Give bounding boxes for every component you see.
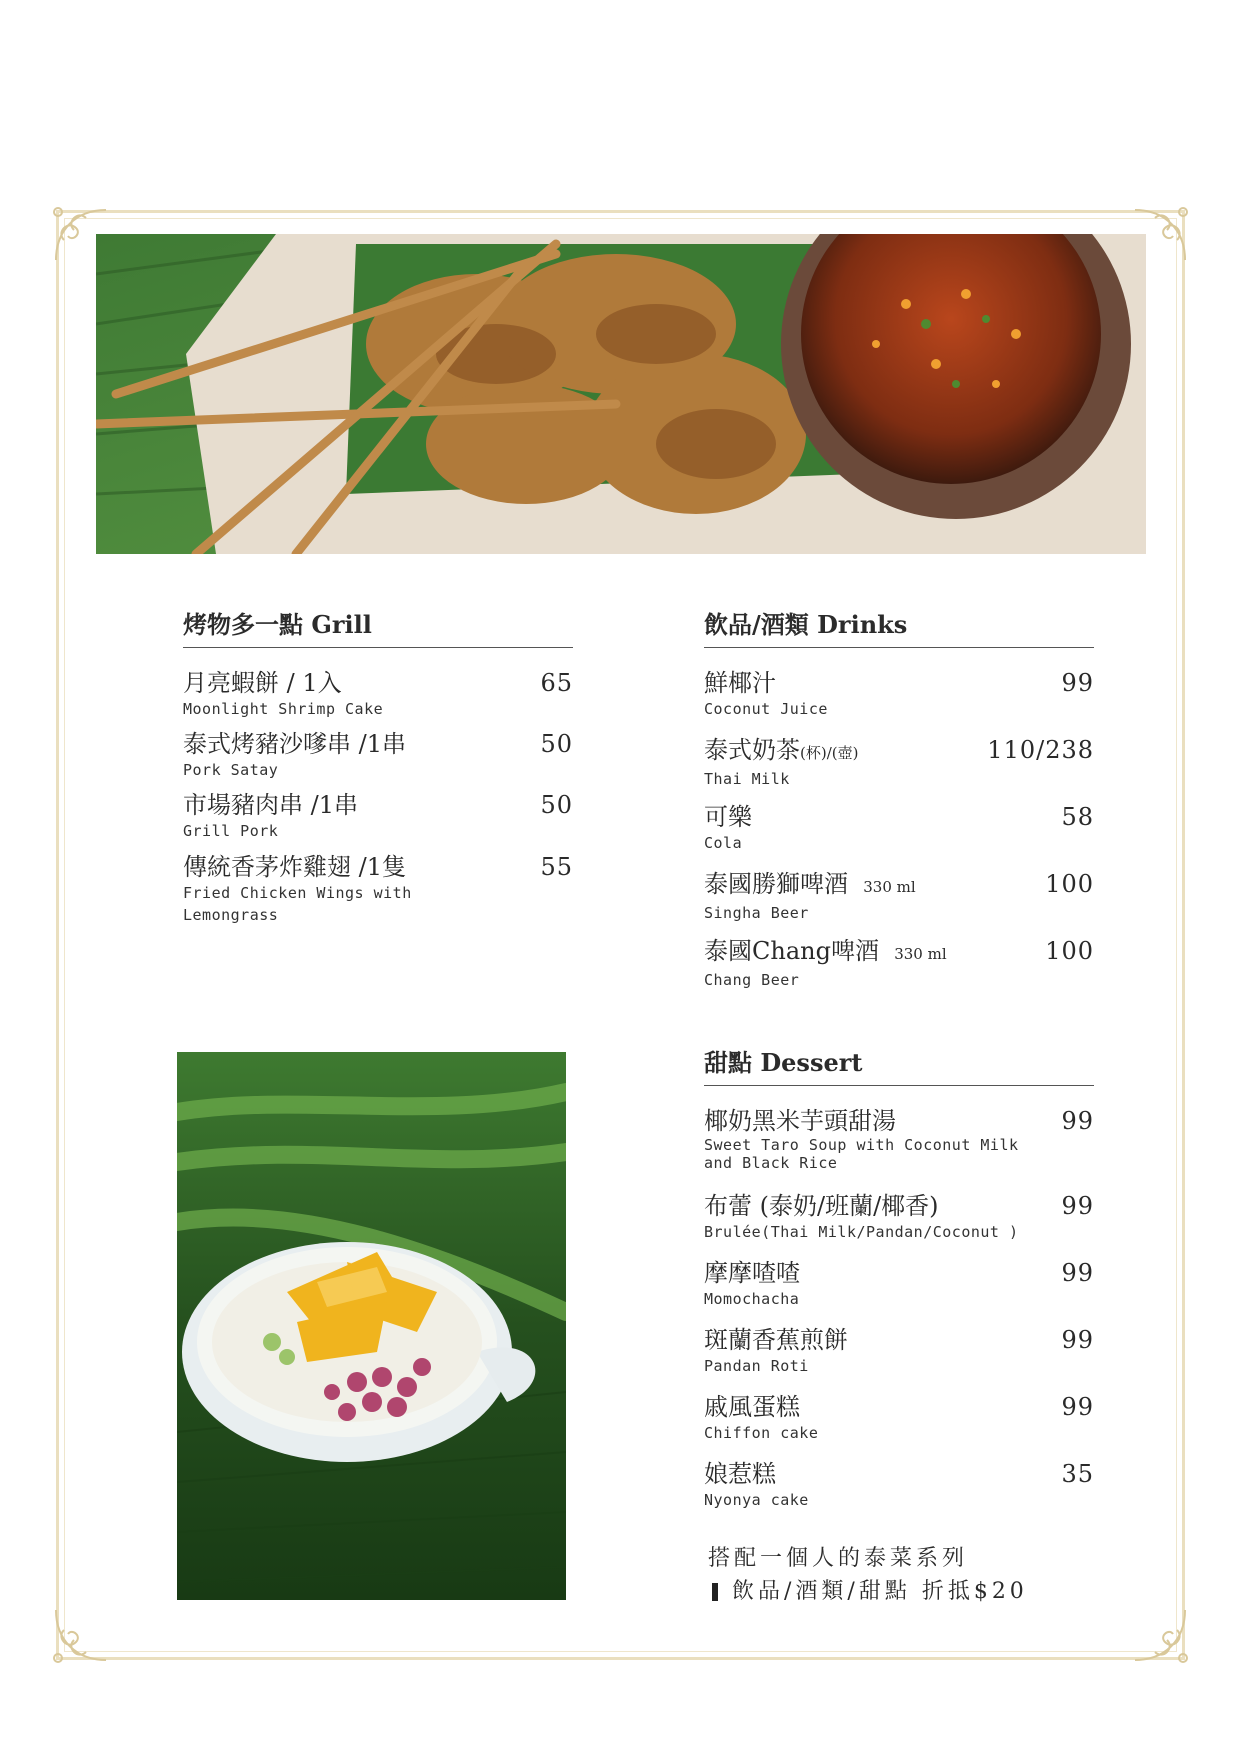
item-price: 99 — [1061, 1259, 1094, 1287]
item-name: 可樂 — [704, 803, 752, 831]
item-price: 99 — [1061, 1192, 1094, 1220]
item-price: 100 — [1045, 937, 1094, 965]
item-note: / 1入 — [286, 669, 342, 697]
item-price: 50 — [540, 791, 573, 819]
dessert-photo — [177, 1052, 566, 1600]
item-english: Grill Pork — [183, 822, 279, 840]
item-name: 椰奶黑米芋頭甜湯 — [704, 1107, 896, 1135]
menu-item — [704, 1392, 1094, 1444]
menu-item — [704, 869, 1094, 924]
item-english: Pandan Roti — [704, 1357, 809, 1375]
item-english: Brulée(Thai Milk/Pandan/Coconut ) — [704, 1223, 1019, 1241]
item-name: 布蕾 (泰奶/班蘭/椰香) — [704, 1192, 939, 1220]
grilled-pork-photo — [96, 234, 1146, 554]
item-price: 99 — [1061, 1107, 1094, 1135]
item-price: 99 — [1061, 1326, 1094, 1354]
item-english: Nyonya cake — [704, 1491, 809, 1509]
promo-line-1: 搭配一個人的泰菜系列 — [708, 1546, 969, 1571]
item-name: 鮮椰汁 — [704, 669, 776, 697]
menu-item — [183, 790, 573, 842]
grill-divider — [183, 647, 573, 648]
item-note: /1串 — [310, 791, 358, 819]
promo-text: 飲品/酒類/甜點 折抵$20 — [732, 1579, 1028, 1604]
item-name: 傳統香茅炸雞翅 — [183, 853, 351, 881]
item-price: 58 — [1061, 803, 1094, 831]
dessert-section-title: 甜點 Dessert — [704, 1048, 863, 1077]
item-name: 斑蘭香蕉煎餅 — [704, 1326, 848, 1354]
item-english: Momochacha — [704, 1290, 800, 1308]
item-english: Chang Beer — [704, 971, 800, 989]
item-price: 65 — [540, 669, 573, 697]
item-english: Cola — [704, 834, 743, 852]
item-english: Thai Milk — [704, 770, 790, 788]
item-english: Singha Beer — [704, 904, 809, 922]
menu-item — [704, 668, 1094, 720]
drinks-section-title: 飲品/酒類 Drinks — [704, 610, 908, 639]
item-name: 月亮蝦餅 — [183, 669, 279, 697]
item-price: 100 — [1045, 870, 1094, 898]
corner-ornament-bottom-right — [1125, 1600, 1195, 1670]
item-price: 55 — [540, 853, 573, 881]
item-price: 110/238 — [987, 736, 1094, 764]
menu-item — [704, 1106, 1094, 1172]
item-english: Sweet Taro Soup with Coconut Milk — [704, 1136, 1019, 1154]
item-english: Pork Satay — [183, 761, 279, 779]
item-name: 泰國勝獅啤酒 — [704, 870, 848, 898]
item-english-line2: Lemongrass — [183, 906, 279, 924]
menu-item — [704, 1191, 1094, 1243]
item-name: 戚風蛋糕 — [704, 1393, 800, 1421]
item-english: Fried Chicken Wings with — [183, 884, 412, 902]
dessert-divider — [704, 1085, 1094, 1086]
item-name: 娘惹糕 — [704, 1460, 776, 1488]
item-english: Moonlight Shrimp Cake — [183, 700, 384, 718]
menu-item — [704, 802, 1094, 854]
item-english-line2: and Black Rice — [704, 1154, 838, 1172]
item-name: 市場豬肉串 — [183, 791, 303, 819]
item-name: 泰式烤豬沙嗲串 — [183, 730, 351, 758]
menu-item — [704, 936, 1094, 991]
item-note: 330 ml — [863, 878, 916, 896]
promo-line-2 — [712, 1574, 1028, 1605]
item-note: /1串 — [358, 730, 406, 758]
item-price: 99 — [1061, 669, 1094, 697]
item-note: (杯)/(壺) — [800, 744, 859, 762]
menu-item — [704, 1258, 1094, 1310]
item-note: 330 ml — [894, 945, 947, 963]
item-english: Coconut Juice — [704, 700, 828, 718]
promo-bar-icon — [712, 1583, 718, 1601]
item-name: 泰國Chang啤酒 — [704, 937, 879, 965]
item-name: 泰式奶茶 — [704, 736, 800, 764]
item-price: 50 — [540, 730, 573, 758]
menu-item — [704, 1325, 1094, 1377]
grill-section-title: 烤物多一點 Grill — [183, 610, 372, 639]
item-note: /1隻 — [358, 853, 406, 881]
menu-item — [183, 852, 573, 926]
corner-ornament-bottom-left — [46, 1600, 116, 1670]
item-price: 99 — [1061, 1393, 1094, 1421]
drinks-divider — [704, 647, 1094, 648]
item-english: Chiffon cake — [704, 1424, 819, 1442]
menu-item — [183, 668, 573, 720]
menu-item — [183, 729, 573, 781]
menu-item — [704, 1459, 1094, 1511]
menu-item — [704, 735, 1094, 790]
item-price: 35 — [1061, 1460, 1094, 1488]
item-name: 摩摩喳喳 — [704, 1259, 800, 1287]
